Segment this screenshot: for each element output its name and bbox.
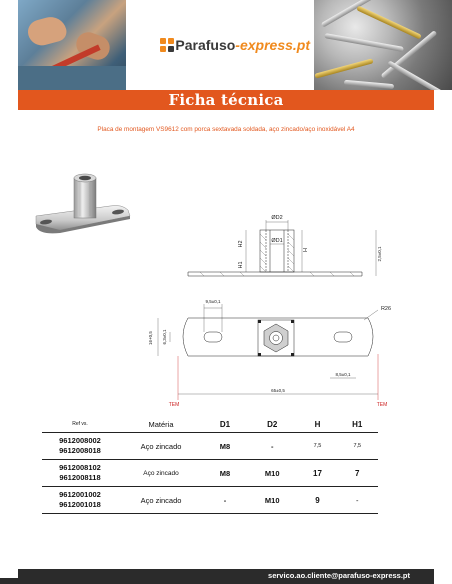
tem-label-left: TEM [168,402,180,408]
col-header-d1: D1 [204,416,246,433]
dim-h1: H1 [238,261,244,269]
cell-d1: - [204,487,246,514]
tem-label-right: TEM [376,402,388,408]
spec-table [42,416,378,514]
dim-length: 65±0,5 [271,388,285,393]
footer-email-link[interactable]: servico.ao.cliente@parafuso-express.pt [268,571,410,580]
page-footer [18,569,434,584]
dim-od1: ØD1 [271,238,283,244]
dim-pitch: 8,5±0,1 [335,372,351,377]
title-bar [18,90,434,110]
page-title: Ficha técnica [168,91,284,109]
col-header-d2: D2 [246,416,299,433]
cell-h: 17 [298,460,336,487]
cell-d1: M8 [204,460,246,487]
product-description: Placa de montagem VS9612 com porca sextavada soldada, aço zincado/aço inoxidável A4 [97,126,355,133]
cell-material: Aço zincado [118,460,204,487]
dim-slot-width: 9,5±0,1 [205,299,221,304]
header-photo-screws [314,0,452,90]
table-row [42,487,378,514]
col-header-h: H [298,416,336,433]
logo-icon [160,38,172,52]
dim-od2: ØD2 [271,215,283,221]
table-header-row [42,416,378,433]
cell-d2: M10 [246,487,299,514]
cell-ref: 9612008102 9612008118 [42,460,118,487]
top-view-drawing [130,296,400,410]
table-row [42,460,378,487]
col-header-h1: H1 [337,416,378,433]
section-drawing [180,208,390,282]
dim-slot-height: 6,3±0,1 [162,329,167,345]
cell-ref: 9612008002 9612008018 [42,433,118,460]
cell-d2: M10 [246,460,299,487]
col-header-ref: Ref vs. [42,416,118,433]
cell-h1: - [337,487,378,514]
dim-h: H [303,248,309,252]
product-image [30,168,140,248]
table-row [42,433,378,460]
dim-total-height: 16+0,5 [148,331,153,345]
cell-material: Aço zincado [118,487,204,514]
cell-d1: M8 [204,433,246,460]
dim-radius: R26 [380,306,392,312]
cell-h1: 7 [337,460,378,487]
dim-h2: H2 [238,240,244,248]
cell-h: 9 [298,487,336,514]
header-photo-tools [18,0,126,90]
cell-ref: 9612001002 9612001018 [42,487,118,514]
dim-thickness: 2,5±0,1 [377,246,382,262]
cell-h1: 7,5 [337,433,378,460]
brand-logo [160,34,310,56]
cell-h: 7,5 [298,433,336,460]
brand-name: Parafuso-express.pt [175,37,310,53]
cell-material: Aço zincado [118,433,204,460]
col-header-material: Matéria [118,416,204,433]
page-header [0,0,452,90]
footer-corner [0,578,18,584]
cell-d2: - [246,433,299,460]
